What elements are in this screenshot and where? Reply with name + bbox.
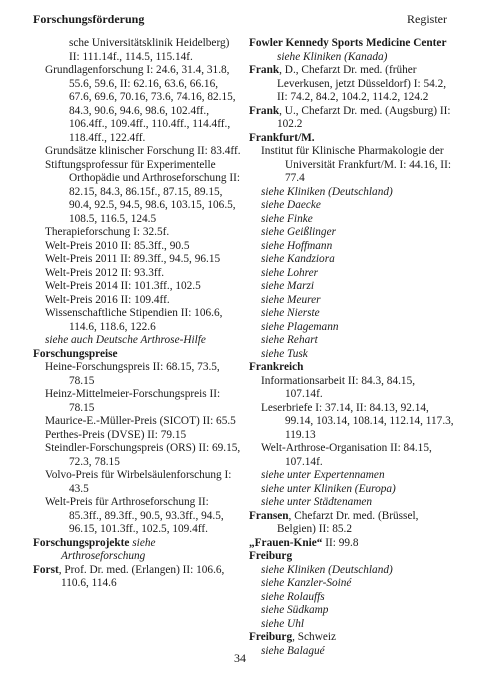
index-subentry [33,429,242,443]
index-subentry-text: Perthes-Preis (DVSE) II: 79.15 [45,428,187,441]
index-heading [249,132,454,146]
index-subentry-text: Stiftungsprofessur für Experimentelle Orthopädie und Arthroseforschung II: 82.15, 84.3, 86.15f., 87.15, 89.15, 90.4, 92.5, 94.5, 98.6, 103.15, 106.5, 108.5, 116.5, 124.5 [45,158,240,225]
cross-reference [249,591,454,605]
index-subentry [33,280,242,294]
cross-reference [249,267,454,281]
index-subentry-text: Volvo-Preis für Wirbelsäulenforschung I: 43.5 [45,469,232,495]
cross-reference [249,469,454,483]
index-subentry [249,145,454,186]
cross-reference [249,564,454,578]
index-heading [249,37,454,64]
cross-reference-text: siehe Tusk [261,347,308,360]
cross-reference [249,226,454,240]
index-subentry-text: Informationsarbeit II: 84.3, 84.15, 107.14f. [261,374,416,400]
index-subentry [33,496,242,537]
index-heading-text: Forschungspreise [33,347,118,360]
index-subentry [33,415,242,429]
cross-reference-text: siehe Marzi [261,280,315,292]
cross-reference-text: siehe unter Kliniken (Europa) [261,482,396,495]
header-section-title: Forschungsförderung [33,12,145,26]
index-subentry [33,294,242,308]
cross-reference [249,307,454,321]
cross-reference-text: siehe Kanzler-Soiné [261,577,352,589]
index-subentry [33,159,242,227]
cross-reference-text: siehe Finke [261,212,313,225]
index-heading-text: Frank [249,64,280,76]
index-subentry [33,361,242,388]
index-subentry-text: Leserbriefe I: 37.14, II: 84.13, 92.14, 99.14, 103.14, 108.14, 112.14, 117.3, 119.13 [261,401,454,441]
index-subentry-text: Steindler-Forschungspreis (ORS) II: 69.15, 72.3, 78.15 [45,442,241,468]
index-column-right [249,37,454,658]
cross-reference-text: siehe unter Expertennamen [261,469,385,481]
cross-reference-text: siehe Rehart [261,334,318,346]
index-subentry-text: Welt-Preis 2016 II: 109.4ff. [45,293,170,306]
index-subentry-text: Welt-Preis 2014 II: 101.3ff., 102.5 [45,280,201,292]
cross-reference-text: siehe Lohrer [261,266,319,279]
index-heading [249,361,454,375]
index-subentry-text: Welt-Arthrose-Organisation II: 84.15, 107.14f. [261,442,432,468]
index-subentry [33,253,242,267]
cross-reference [249,483,454,497]
index-heading-text: Fransen [249,509,289,522]
index-entry-locators: II: 99.8 [322,536,359,549]
cross-reference [249,240,454,254]
index-subentry-text: Welt-Preis 2012 II: 93.3ff. [45,266,165,279]
cross-reference [249,604,454,618]
cross-reference-text: siehe Balagué [261,644,325,657]
index-subentry [249,375,454,402]
index-subentry [33,267,242,281]
index-subentry-text: Therapieforschung I: 32.5f. [45,226,170,238]
index-subentry [33,64,242,145]
index-entry-locators: , U., Chefarzt Dr. med. (Augsburg) II: 102.2 [277,104,451,130]
cross-reference-text: siehe Geißlinger [261,226,336,238]
cross-reference [249,321,454,335]
cross-reference-text: siehe Meurer [261,293,321,306]
index-subentry-text: Maurice-E.-Müller-Preis (SICOT) II: 65.5 [45,415,236,427]
cross-reference [249,294,454,308]
cross-reference-text: siehe Uhl [261,617,304,630]
cross-reference [249,496,454,510]
index-subentry [33,388,242,415]
index-subentry [33,240,242,254]
index-subentry [33,442,242,469]
index-subentry-text: Institut für Klinische Pharmakologie der Universität Frankfurt/M. I: 44.16, II: 77.4 [261,145,451,184]
index-heading-text: Freiburg [249,550,293,562]
index-heading [33,537,242,564]
index-subentry-continuation [33,37,242,64]
cross-reference-text: siehe Plagemann [261,320,339,333]
index-subentry [33,145,242,159]
index-heading-text: „Frauen-Knie“ [249,536,323,549]
cross-reference [249,213,454,227]
cross-reference [249,618,454,632]
cross-reference-text: siehe Südkamp [261,604,329,616]
cross-reference-text: siehe Kandziora [261,253,335,265]
index-heading-text: Freiburg [249,631,293,643]
running-header [33,12,447,28]
cross-reference-text: siehe auch Deutsche Arthrose-Hilfe [45,334,206,346]
cross-reference-text: siehe Kliniken (Deutschland) [261,563,393,576]
index-entry-locators: , D., Chefarzt Dr. med. (früher Leverkusen, jetzt Düsseldorf) I: 54.2, II: 74.2, 84.2, 104.2, 114.2, 124.2 [277,64,447,103]
index-subentry-text: Heinz-Mittelmeier-Forschungspreis II: 78.15 [45,388,221,414]
cross-reference [249,280,454,294]
cross-reference [33,334,242,348]
cross-reference [249,253,454,267]
index-subentry [33,469,242,496]
index-heading [249,105,454,132]
index-subentry-text: Welt-Preis 2010 II: 85.3ff., 90.5 [45,239,190,252]
index-heading-text: Frankreich [249,361,304,373]
cross-reference-text: siehe unter Städtenamen [261,496,373,508]
cross-reference [249,577,454,591]
index-subentry [249,442,454,469]
cross-reference [249,186,454,200]
index-subentry-text: sche Universitätsklinik Heidelberg) II: 111.14f., 114.5, 115.14f. [69,37,230,63]
index-subentry [33,307,242,334]
index-heading-text: Forschungsprojekte [33,536,130,549]
index-heading [33,564,242,591]
cross-reference [249,334,454,348]
cross-reference: siehe Arthroseforschung [61,536,156,562]
index-subentry-text: Wissenschaftliche Stipendien II: 106.6, 114.6, 118.6, 122.6 [45,307,223,333]
index-heading [249,550,454,564]
index-entry-locators: , Prof. Dr. med. (Erlangen) II: 106.6, 110.6, 114.6 [58,563,225,589]
index-subentry-text: Grundsätze klinischer Forschung II: 83.4ff. [45,145,241,157]
header-register-label: Register [407,12,447,26]
index-subentry-text: Welt-Preis 2011 II: 89.3ff., 94.5, 96.15 [45,253,221,265]
index-entry-locators: , Schweiz [292,631,337,643]
index-heading-text: Forst [33,563,59,576]
index-heading-text: Fowler Kennedy Sports Medicine Center [249,37,447,49]
index-subentry-text: Grundlagenforschung I: 24.6, 31.4, 31.8, 55.6, 59.6, II: 62.16, 63.6, 66.16, 67.6, 69.6, 70.16, 73.6, 74.16, 82.15, 84.3, 90.6, 94.6, 98.6, 102.4ff., 106.4ff., 109.4ff., 110.4ff., 114.4ff., 118.4ff., 122.4ff. [45,64,236,144]
page-number: 34 [234,651,246,665]
index-entry-locators: , Chefarzt Dr. med. (Brüssel, Belgien) II: 85.2 [277,509,419,535]
index-subentry-text: Heine-Forschungspreis II: 68.15, 73.5, 78.15 [45,361,220,387]
index-heading [33,348,242,362]
cross-reference [249,348,454,362]
index-heading-text: Frank [249,104,280,117]
cross-reference: siehe Kliniken (Kanada) [277,50,388,63]
index-heading [249,64,454,105]
cross-reference-text: siehe Hoffmann [261,239,333,252]
index-heading [249,537,454,551]
index-subentry-text: Welt-Preis für Arthroseforschung II: 85.3ff., 89.3ff., 90.5, 93.3ff., 94.5, 96.15, 101.3ff., 102.5, 109.4ff. [45,496,224,535]
cross-reference-text: siehe Daecke [261,199,321,211]
index-subentry [249,402,454,443]
cross-reference [249,199,454,213]
cross-reference-text: siehe Rolauffs [261,590,325,603]
index-heading [249,510,454,537]
cross-reference-text: siehe Kliniken (Deutschland) [261,185,393,198]
cross-reference-text: siehe Nierste [261,307,320,319]
index-heading-text: Frankfurt/M. [249,131,315,144]
index-subentry [33,226,242,240]
index-column-left [33,37,242,591]
index-heading [249,631,454,645]
